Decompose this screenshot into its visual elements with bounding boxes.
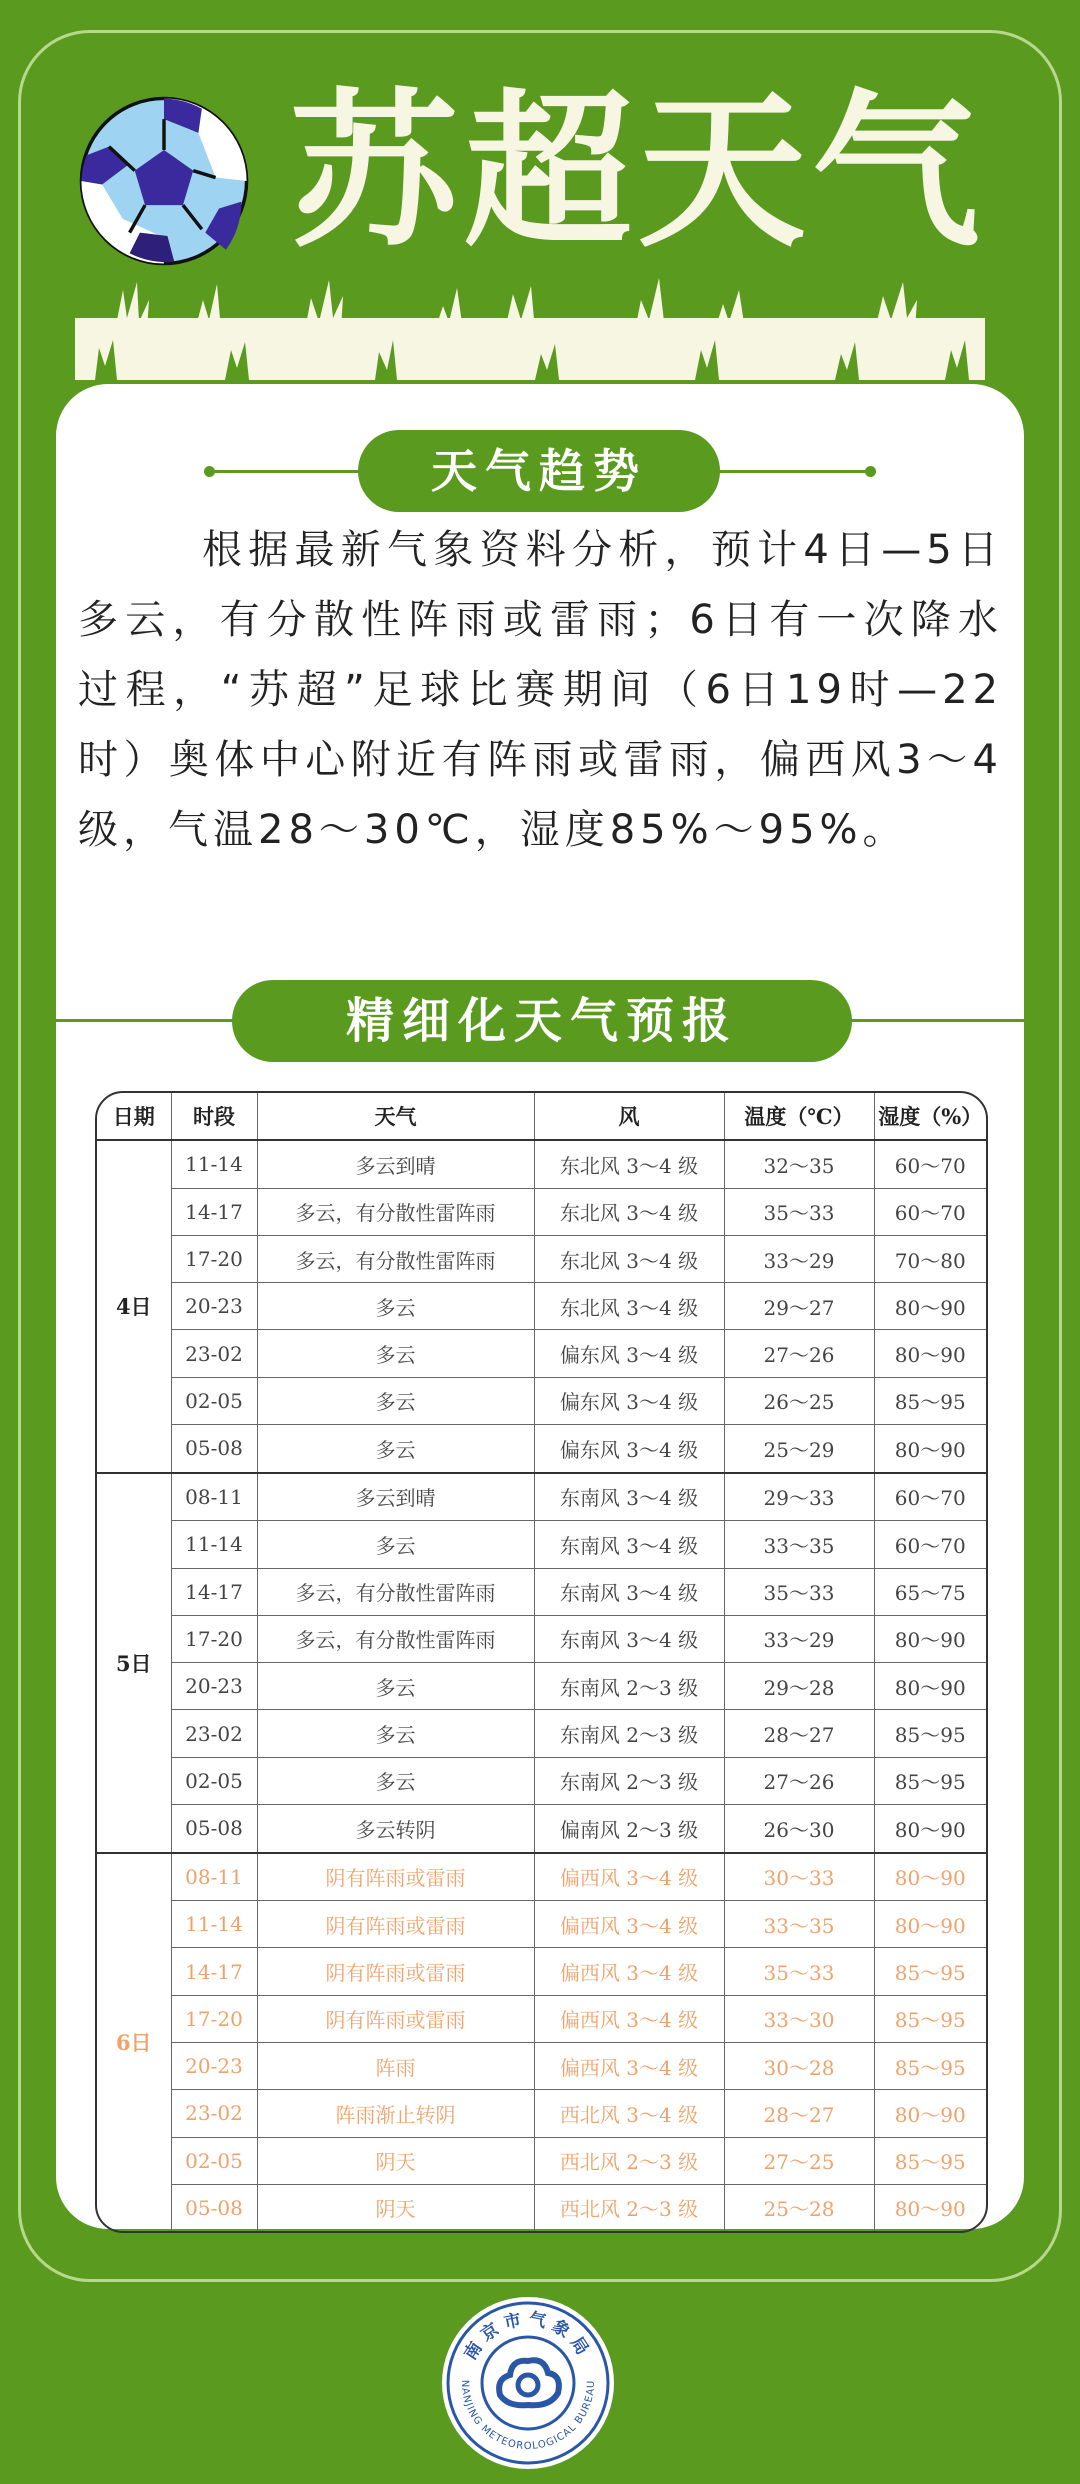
cell-humidity: 80～90	[874, 2090, 986, 2137]
cell-period: 11-14	[171, 1140, 257, 1188]
cell-humidity: 80～90	[874, 1805, 986, 1853]
cell-wind: 东北风 3～4 级	[534, 1188, 724, 1235]
cell-period: 23-02	[171, 1710, 257, 1757]
nanjing-meteorological-bureau-logo	[440, 2295, 616, 2471]
table-row	[97, 2043, 986, 2090]
table-row	[97, 1568, 986, 1615]
cell-period: 08-11	[171, 1853, 257, 1901]
cell-period: 08-11	[171, 1473, 257, 1521]
cell-temperature: 25～29	[724, 1425, 874, 1473]
cell-period: 17-20	[171, 1615, 257, 1662]
table-row	[97, 1901, 986, 1948]
cell-wind: 偏东风 3～4 级	[534, 1377, 724, 1424]
cell-period: 14-17	[171, 1948, 257, 1995]
cell-period: 23-02	[171, 2090, 257, 2137]
cell-humidity: 80～90	[874, 1330, 986, 1377]
cell-weather: 多云转阴	[257, 1805, 534, 1853]
cell-weather: 阴有阵雨或雷雨	[257, 1853, 534, 1901]
cell-humidity: 60～70	[874, 1188, 986, 1235]
cell-wind: 西北风 2～3 级	[534, 2184, 724, 2231]
cell-period: 02-05	[171, 1377, 257, 1424]
cell-temperature: 35～33	[724, 1568, 874, 1615]
table-row	[97, 1283, 986, 1330]
header	[0, 0, 1080, 380]
cell-wind: 东北风 3～4 级	[534, 1283, 724, 1330]
cell-period: 23-02	[171, 1330, 257, 1377]
cell-humidity: 85～95	[874, 1377, 986, 1424]
cell-temperature: 29～27	[724, 1283, 874, 1330]
cell-wind: 东南风 3～4 级	[534, 1521, 724, 1568]
cell-weather: 多云	[257, 1283, 534, 1330]
table-row	[97, 1140, 986, 1188]
cell-temperature: 27～26	[724, 1757, 874, 1804]
table-row	[97, 1757, 986, 1804]
cell-humidity: 80～90	[874, 1283, 986, 1330]
cell-period: 02-05	[171, 2137, 257, 2184]
cell-humidity: 60～70	[874, 1473, 986, 1521]
table-row	[97, 1853, 986, 1901]
cell-wind: 东北风 3～4 级	[534, 1140, 724, 1188]
cell-period: 20-23	[171, 1283, 257, 1330]
table-row	[97, 1330, 986, 1377]
table-row	[97, 1521, 986, 1568]
trend-text: 根据最新气象资料分析，预计4日—5日多云，有分散性阵雨或雷雨；6日有一次降水过程，“苏超”足球比赛期间（6日19时—22时）奥体中心附近有阵雨或雷雨，偏西风3～4级，气温28～30℃，湿度85%～95%。	[78, 527, 1003, 853]
cell-temperature: 28～27	[724, 1710, 874, 1757]
header-period: 时段	[171, 1093, 257, 1140]
cell-period: 17-20	[171, 1995, 257, 2042]
trend-section-header	[0, 430, 1080, 514]
cell-humidity: 80～90	[874, 1663, 986, 1710]
cell-weather: 多云	[257, 1425, 534, 1473]
cell-weather: 多云到晴	[257, 1473, 534, 1521]
cell-wind: 偏南风 2～3 级	[534, 1805, 724, 1853]
cell-temperature: 32～35	[724, 1140, 874, 1188]
table-header-row	[97, 1093, 986, 1140]
cell-humidity: 70～80	[874, 1235, 986, 1282]
cell-weather: 阴天	[257, 2184, 534, 2231]
trend-title: 天气趋势	[358, 430, 720, 512]
cell-humidity: 80～90	[874, 1615, 986, 1662]
cell-period: 05-08	[171, 2184, 257, 2231]
cell-wind: 偏西风 3～4 级	[534, 1948, 724, 1995]
cell-period: 20-23	[171, 2043, 257, 2090]
cell-wind: 偏东风 3～4 级	[534, 1330, 724, 1377]
cell-temperature: 27～25	[724, 2137, 874, 2184]
forecast-table	[95, 1091, 988, 2233]
cell-temperature: 35～33	[724, 1188, 874, 1235]
table-row	[97, 1805, 986, 1853]
header-humidity: 湿度（%）	[874, 1093, 986, 1140]
cell-wind: 偏西风 3～4 级	[534, 1901, 724, 1948]
cell-period: 14-17	[171, 1568, 257, 1615]
divider-dot-right	[865, 466, 876, 477]
soccer-ball-icon	[78, 95, 250, 267]
forecast-title: 精细化天气预报	[232, 980, 852, 1062]
cell-wind: 偏西风 3～4 级	[534, 1995, 724, 2042]
cell-date: 6日	[97, 1853, 171, 2231]
cell-weather: 阵雨渐止转阴	[257, 2090, 534, 2137]
cell-humidity: 85～95	[874, 1710, 986, 1757]
cell-weather: 阴有阵雨或雷雨	[257, 1948, 534, 1995]
cell-temperature: 33～35	[724, 1521, 874, 1568]
cell-temperature: 25～28	[724, 2184, 874, 2231]
cell-humidity: 85～95	[874, 2043, 986, 2090]
cell-weather: 阴天	[257, 2137, 534, 2184]
cell-weather: 阵雨	[257, 2043, 534, 2090]
cell-period: 02-05	[171, 1757, 257, 1804]
cell-temperature: 33～29	[724, 1235, 874, 1282]
cell-temperature: 28～27	[724, 2090, 874, 2137]
cell-temperature: 33～35	[724, 1901, 874, 1948]
cell-humidity: 60～70	[874, 1140, 986, 1188]
cell-temperature: 26～30	[724, 1805, 874, 1853]
logo-text-en: NANJING METEOROLOGICAL BUREAU	[458, 2379, 598, 2453]
table-row	[97, 2090, 986, 2137]
cell-weather: 多云，有分散性雷阵雨	[257, 1615, 534, 1662]
header-wind: 风	[534, 1093, 724, 1140]
cell-weather: 多云到晴	[257, 1140, 534, 1188]
header-date: 日期	[97, 1093, 171, 1140]
grass-decoration	[75, 270, 985, 380]
table-row	[97, 1663, 986, 1710]
cell-wind: 东北风 3～4 级	[534, 1235, 724, 1282]
cell-weather: 多云	[257, 1521, 534, 1568]
cell-temperature: 33～29	[724, 1615, 874, 1662]
table-row	[97, 1948, 986, 1995]
cell-humidity: 65～75	[874, 1568, 986, 1615]
cell-wind: 东南风 3～4 级	[534, 1473, 724, 1521]
cell-humidity: 85～95	[874, 1757, 986, 1804]
cell-wind: 偏西风 3～4 级	[534, 1853, 724, 1901]
cell-wind: 东南风 3～4 级	[534, 1615, 724, 1662]
table-row	[97, 1473, 986, 1521]
divider-dot-left	[204, 466, 215, 477]
cell-weather: 多云	[257, 1377, 534, 1424]
table-row	[97, 2137, 986, 2184]
table-row	[97, 1615, 986, 1662]
cell-weather: 多云	[257, 1330, 534, 1377]
cell-temperature: 33～30	[724, 1995, 874, 2042]
cell-humidity: 85～95	[874, 1995, 986, 2042]
table-row	[97, 1188, 986, 1235]
cell-weather: 阴有阵雨或雷雨	[257, 1901, 534, 1948]
cell-wind: 东南风 2～3 级	[534, 1710, 724, 1757]
cell-wind: 西北风 3～4 级	[534, 2090, 724, 2137]
cell-wind: 东南风 2～3 级	[534, 1757, 724, 1804]
cell-humidity: 80～90	[874, 1901, 986, 1948]
cell-humidity: 85～95	[874, 1948, 986, 1995]
header-temperature: 温度（℃）	[724, 1093, 874, 1140]
cell-period: 11-14	[171, 1901, 257, 1948]
table-row	[97, 1710, 986, 1757]
header-weather: 天气	[257, 1093, 534, 1140]
page-title: 苏超天气	[290, 74, 986, 270]
cell-weather: 多云	[257, 1710, 534, 1757]
cell-wind: 东南风 2～3 级	[534, 1663, 724, 1710]
table-row	[97, 1377, 986, 1424]
cell-weather: 阴有阵雨或雷雨	[257, 1995, 534, 2042]
cell-temperature: 27～26	[724, 1330, 874, 1377]
cell-weather: 多云	[257, 1757, 534, 1804]
cell-wind: 西北风 2～3 级	[534, 2137, 724, 2184]
cell-humidity: 80～90	[874, 1853, 986, 1901]
cell-weather: 多云，有分散性雷阵雨	[257, 1188, 534, 1235]
table-row	[97, 1235, 986, 1282]
cell-temperature: 29～28	[724, 1663, 874, 1710]
cell-humidity: 85～95	[874, 2137, 986, 2184]
cell-weather: 多云，有分散性雷阵雨	[257, 1235, 534, 1282]
cell-wind: 偏东风 3～4 级	[534, 1425, 724, 1473]
cell-date: 5日	[97, 1473, 171, 1853]
cell-period: 05-08	[171, 1425, 257, 1473]
table-row	[97, 1425, 986, 1473]
cell-period: 11-14	[171, 1521, 257, 1568]
cell-period: 20-23	[171, 1663, 257, 1710]
cell-temperature: 35～33	[724, 1948, 874, 1995]
cell-wind: 东南风 3～4 级	[534, 1568, 724, 1615]
cell-humidity: 80～90	[874, 2184, 986, 2231]
cell-weather: 多云	[257, 1663, 534, 1710]
cell-period: 14-17	[171, 1188, 257, 1235]
cell-humidity: 80～90	[874, 1425, 986, 1473]
cell-temperature: 30～33	[724, 1853, 874, 1901]
table-row	[97, 1995, 986, 2042]
cell-temperature: 29～33	[724, 1473, 874, 1521]
cell-period: 17-20	[171, 1235, 257, 1282]
cell-period: 05-08	[171, 1805, 257, 1853]
cell-weather: 多云，有分散性雷阵雨	[257, 1568, 534, 1615]
cell-temperature: 26～25	[724, 1377, 874, 1424]
cell-date: 4日	[97, 1140, 171, 1473]
table-row	[97, 2184, 986, 2231]
cell-temperature: 30～28	[724, 2043, 874, 2090]
cell-humidity: 60～70	[874, 1521, 986, 1568]
cell-wind: 偏西风 3～4 级	[534, 2043, 724, 2090]
logo-text-cn: 南京市气象局	[460, 2309, 596, 2364]
